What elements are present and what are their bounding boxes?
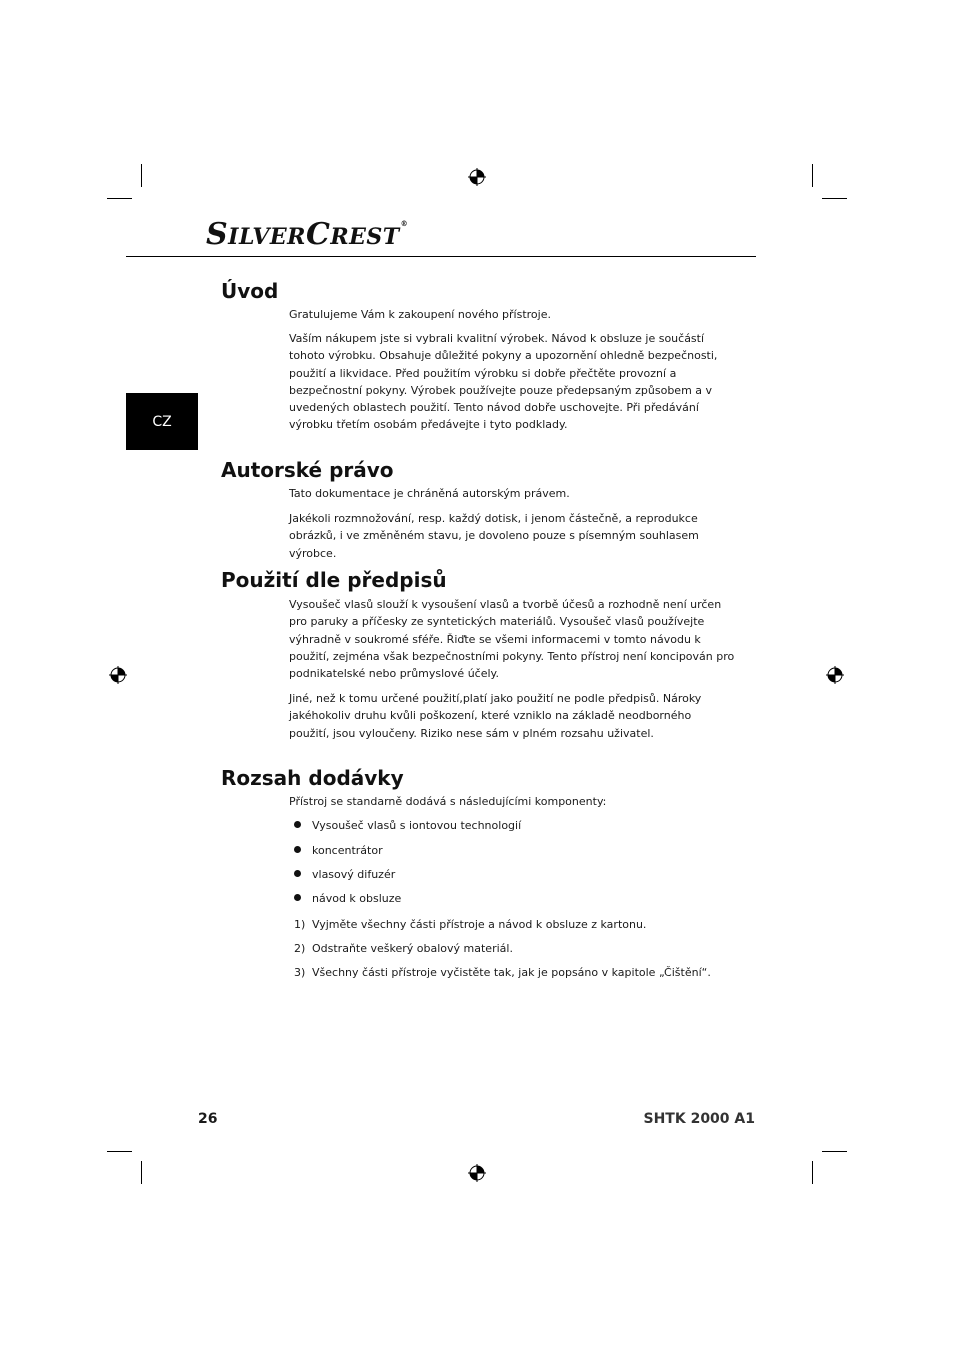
step-number: 3) xyxy=(294,966,306,979)
list-item xyxy=(294,844,383,858)
section-title-copyright: Autorské právo xyxy=(221,458,394,482)
list-item-text: návod k obsluze xyxy=(312,892,402,905)
bullet-icon xyxy=(294,821,301,828)
page-number: 26 xyxy=(198,1111,218,1127)
copyright-paragraph-2: Jakékoli rozmnožování, resp. každý dotisk, i jenom částečně, a reprodukce obrázků, i ve změněném stavu, je dovoleno pouze s písemným souhlasem výrobce. xyxy=(289,512,699,560)
step-number: 2) xyxy=(294,942,306,955)
crop-mark xyxy=(812,1161,813,1184)
brand-logo xyxy=(206,217,409,252)
crop-mark xyxy=(141,1161,142,1184)
step-text: Vyjměte všechny části přístroje a návod k obsluze z kartonu. xyxy=(312,918,647,931)
crop-mark xyxy=(107,1151,132,1152)
scope-paragraph-1: Přístroj se standarně dodává s následujícími komponenty: xyxy=(289,795,607,808)
intro-paragraph-2: Vaším nákupem jste si vybrali kvalitní výrobek. Návod k obsluze je součástí tohoto výrobku. Obsahuje důležité pokyny a upozornění ohledně bezpečnosti, použití a likvidace. Před použitím výrobku si dobře přečtěte provozní a bezpečnostní pokyny. Výrobek používejte pouze předepsaným způsobem a v uvedených oblastech použití. Tento návod dobře uschovejte. Při předávání výrobku třetím osobám předávejte i tyto podklady. xyxy=(289,332,718,432)
registration-mark-icon xyxy=(468,1164,486,1182)
bullet-icon xyxy=(294,846,301,853)
list-item-text: Vysoušeč vlasů s iontovou technologií xyxy=(312,819,522,832)
list-item-text: vlasový difuzér xyxy=(312,868,396,881)
step-text: Odstraňte veškerý obalový materiál. xyxy=(312,942,513,955)
step-item xyxy=(294,918,646,932)
section-title-scope: Rozsah dodávky xyxy=(221,766,404,790)
logo-text: REST xyxy=(330,224,400,250)
section-title-intended-use: Použití dle předpisů xyxy=(221,568,447,592)
crop-mark xyxy=(812,164,813,187)
language-tab: CZ xyxy=(126,393,198,450)
list-item-text: koncentrátor xyxy=(312,844,383,857)
step-item xyxy=(294,966,711,980)
step-item xyxy=(294,942,513,956)
intended-use-paragraph-2: Jiné, než k tomu určené použití,platí jako použití ne podle předpisů. Nároky jakéhokoliv druhu kvůli poškození, které vzniklo na základě neodborného použití, jsou vyloučeny. Riziko nese sám v plném rozsahu uživatel. xyxy=(289,692,702,740)
list-item xyxy=(294,892,401,906)
list-item xyxy=(294,819,521,833)
copyright-paragraph-1: Tato dokumentace je chráněná autorským právem. xyxy=(289,487,570,500)
logo-letter: C xyxy=(305,217,331,252)
bullet-icon xyxy=(294,894,301,901)
step-text: Všechny části přístroje vyčistěte tak, jak je popsáno v kapitole „Čištění“. xyxy=(312,966,711,979)
registration-mark-icon xyxy=(109,666,127,684)
crop-mark xyxy=(141,164,142,187)
bullet-icon xyxy=(294,870,301,877)
logo-text: ILVER xyxy=(228,224,306,250)
section-title-intro: Úvod xyxy=(221,279,279,303)
intended-use-paragraph-1: Vysoušeč vlasů slouží k vysoušení vlasů a tvorbě účesů a rozhodně není určen pro paruky a příčesky ze syntetických materiálů. Vysoušeč vlasů používejte výhradně v soukromé sféře. Řiďte se všemi informacemi v tomto návodu k použití, zejména však bezpečnostními pokyny. Tento přístroj není koncipován pro podnikatelské nebo průmyslové účely. xyxy=(289,598,735,681)
list-item xyxy=(294,868,395,882)
registration-mark-icon xyxy=(468,168,486,186)
crop-mark xyxy=(107,198,132,199)
registered-mark: ® xyxy=(400,219,409,228)
step-number: 1) xyxy=(294,918,306,931)
logo-letter: S xyxy=(206,217,229,252)
crop-mark xyxy=(822,1151,847,1152)
crop-mark xyxy=(822,198,847,199)
registration-mark-icon xyxy=(826,666,844,684)
header-divider xyxy=(126,256,756,257)
intro-paragraph-1: Gratulujeme Vám k zakoupení nového přístroje. xyxy=(289,308,551,321)
model-number: SHTK 2000 A1 xyxy=(643,1111,755,1127)
